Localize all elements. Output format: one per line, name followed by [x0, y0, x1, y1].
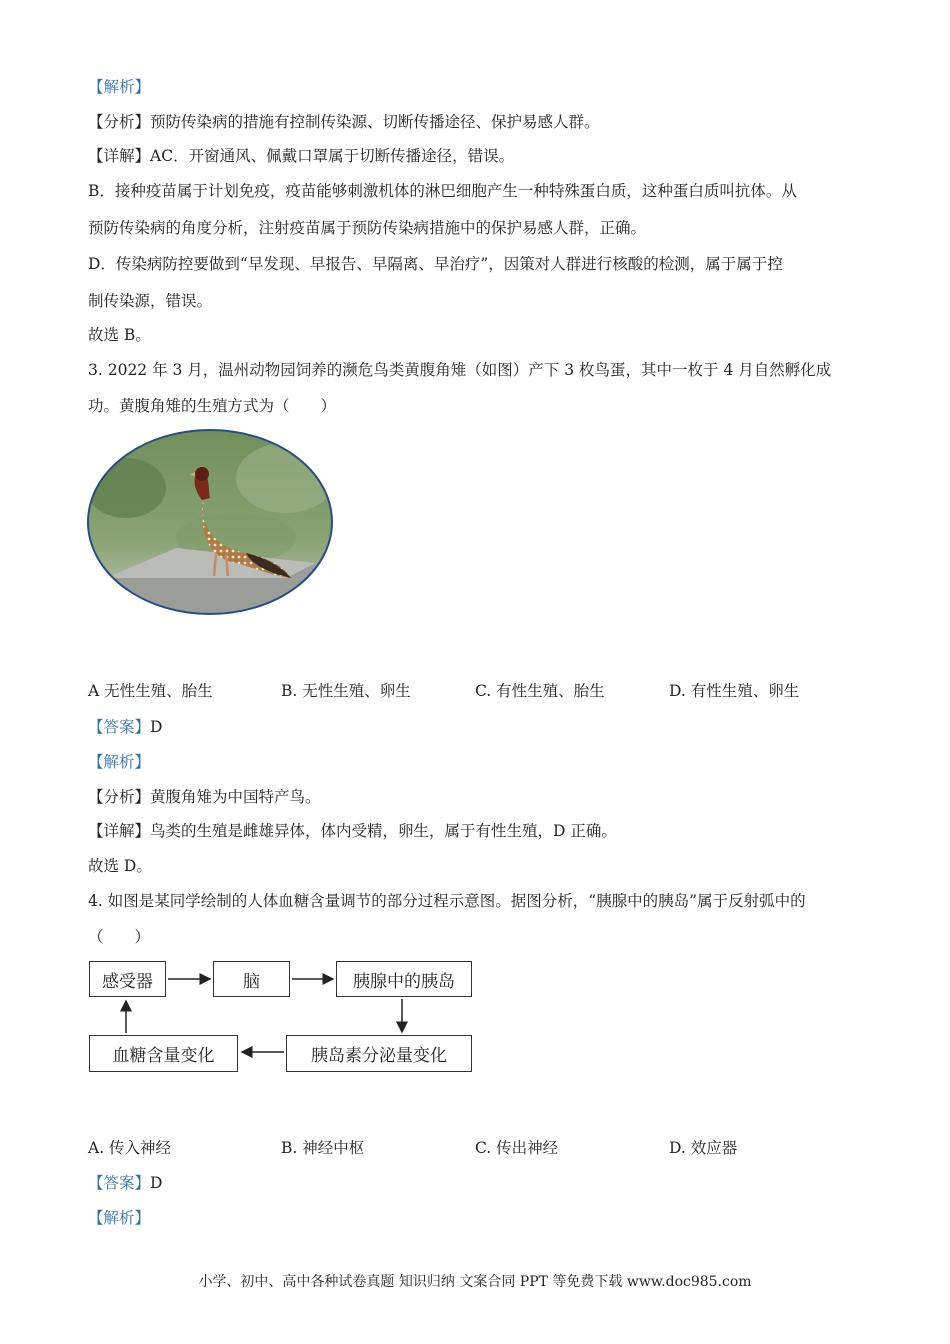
body-line: 预防传染病的角度分析，注射疫苗属于预防传染病措施中的保护易感人群，正确。 [88, 219, 647, 237]
section-label-analysis: 【解析】 [88, 753, 151, 771]
option-a: A 无性生殖、胎生 [88, 682, 213, 700]
section-label-analysis: 【解析】 [88, 78, 151, 96]
page-footer: 小学、初中、高中各种试卷真题 知识归纳 文案合同 PPT 等免费下载 www.doc985.com [198, 1274, 752, 1290]
box-insulin-change: 胰岛素分泌量变化 [286, 1035, 472, 1072]
analysis-text: 【分析】黄腹角雉为中国特产鸟。 [88, 788, 321, 806]
detail-text: 【详解】AC．开窗通风、佩戴口罩属于切断传播途径，错误。 [88, 147, 515, 165]
box-brain: 脑 [213, 961, 290, 997]
option-a: A. 传入神经 [88, 1139, 172, 1157]
diagram-arrows [80, 955, 480, 1080]
section-label-analysis: 【解析】 [88, 1209, 151, 1227]
option-d: D. 效应器 [669, 1139, 738, 1157]
question-3-stem: 功。黄腹角雉的生殖方式为（ ） [88, 397, 337, 415]
answer-line: 【答案】D [88, 718, 163, 736]
analysis-text: 【分析】预防传染病的措施有控制传染源、切断传播途径、保护易感人群。 [88, 113, 600, 131]
body-line: B．接种疫苗属于计划免疫，疫苗能够刺激机体的淋巴细胞产生一种特殊蛋白质，这种蛋白质叫抗体。从 [88, 182, 797, 200]
option-c: C. 传出神经 [475, 1139, 559, 1157]
conclusion-line: 故选 B。 [88, 326, 151, 344]
answer-line: 【答案】D [88, 1174, 163, 1192]
option-b: B. 无性生殖、卵生 [281, 682, 411, 700]
option-b: B. 神经中枢 [281, 1139, 365, 1157]
question-4-stem: （ ） [88, 928, 151, 946]
box-pancreatic-islet: 胰腺中的胰岛 [336, 961, 472, 997]
box-receptor: 感受器 [89, 961, 166, 997]
option-c: C. 有性生殖、胎生 [475, 682, 605, 700]
box-blood-sugar-change: 血糖含量变化 [89, 1035, 238, 1072]
detail-text: 【详解】鸟类的生殖是雌雄异体，体内受精，卵生，属于有性生殖，D 正确。 [88, 822, 617, 840]
conclusion-line: 故选 D。 [88, 857, 152, 875]
option-d: D. 有性生殖、卵生 [669, 682, 800, 700]
body-line: 制传染源，错误。 [88, 292, 213, 310]
question-3-stem: 3. 2022 年 3 月，温州动物园饲养的濒危鸟类黄腹角雉（如图）产下 3 枚鸟蛋，其中一枚于 4 月自然孵化成 [88, 361, 832, 379]
bird-photo [86, 428, 334, 616]
question-4-stem: 4. 如图是某同学绘制的人体血糖含量调节的部分过程示意图。据图分析，“胰腺中的胰岛”属于反射弧中的 [88, 892, 806, 910]
body-line: D．传染病防控要做到“早发现、早报告、早隔离、早治疗”，因策对人群进行核酸的检测，属于属于控 [88, 255, 783, 273]
